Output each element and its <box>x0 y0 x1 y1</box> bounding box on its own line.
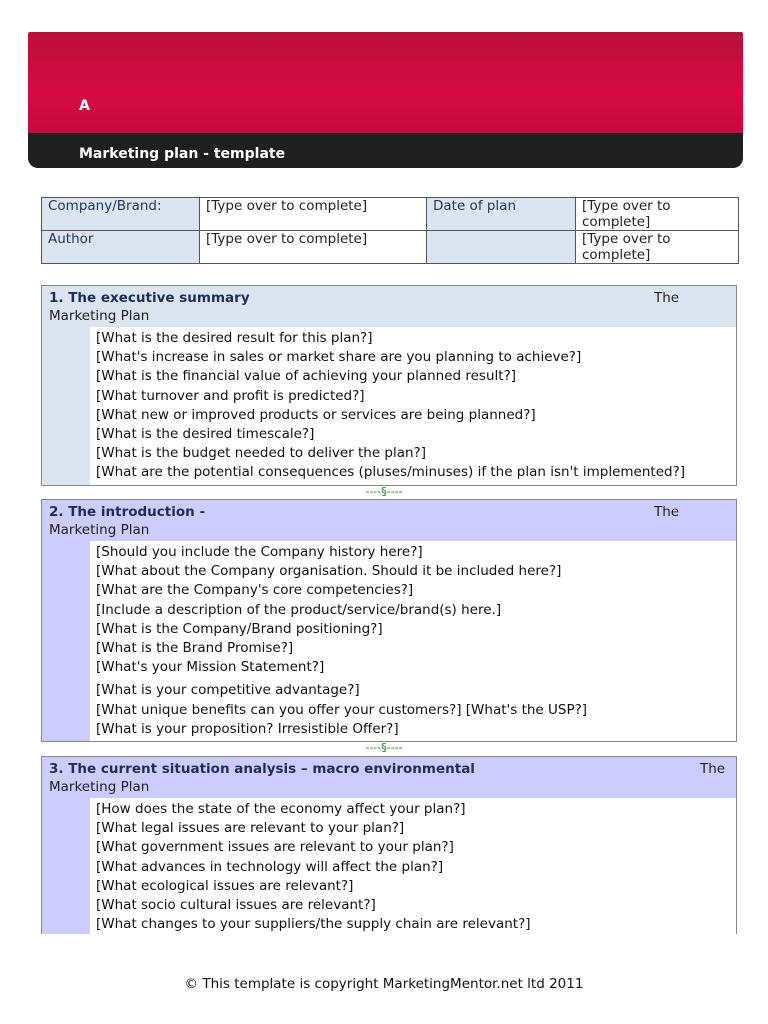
banner-letter: A <box>79 98 90 114</box>
section-gutter <box>42 541 90 741</box>
list-item[interactable]: [What is the Company/Brand positioning?] <box>96 620 383 637</box>
company-label: Company/Brand: <box>42 198 200 231</box>
section-subtitle: Marketing Plan <box>49 522 150 538</box>
section-header <box>42 500 736 541</box>
question-list <box>90 541 736 741</box>
list-item[interactable]: [What new or improved products or services are being planned?] <box>96 406 536 423</box>
question-list <box>90 798 736 934</box>
empty-label-cell <box>427 231 576 264</box>
section-situation-analysis <box>41 756 737 934</box>
list-item[interactable]: [What advances in technology will affect the plan?] <box>96 858 444 875</box>
section-title: 1. The executive summary <box>49 290 250 306</box>
list-item[interactable]: [Should you include the Company history here?] <box>96 544 423 560</box>
list-item[interactable]: [What is the Brand Promise?] <box>96 640 294 657</box>
list-item[interactable]: [What are the Company's core competencies?] <box>96 582 414 599</box>
list-item[interactable]: [What legal issues are relevant to your plan?] <box>96 820 405 837</box>
section-the-label: The <box>700 761 726 777</box>
section-header <box>42 286 736 327</box>
list-item[interactable]: [What is the budget needed to deliver the plan?] <box>96 445 426 462</box>
section-header <box>42 757 736 798</box>
list-item[interactable]: [What's increase in sales or market share are you planning to achieve?] <box>96 349 582 366</box>
question-list <box>90 327 736 485</box>
author-field[interactable]: [Type over to complete] <box>200 231 427 264</box>
section-body <box>42 541 736 741</box>
section-introduction <box>41 499 737 742</box>
info-row-author <box>42 231 739 264</box>
list-item[interactable]: [What's your Mission Statement?] <box>96 659 325 676</box>
list-item[interactable]: [What is your proposition? Irresistible Offer?] <box>96 720 399 737</box>
list-item[interactable]: [What are the potential consequences (pluses/minuses) if the plan isn't implemented?] <box>96 464 686 481</box>
date-label: Date of plan <box>427 198 576 231</box>
section-subtitle: Marketing Plan <box>49 779 150 795</box>
section-the-label: The <box>654 504 680 520</box>
author-date-field[interactable]: [Type over to complete] <box>576 231 739 264</box>
section-divider: ----§---- <box>365 741 403 754</box>
list-item[interactable]: [How does the state of the economy affect your plan?] <box>96 801 466 817</box>
section-executive-summary <box>41 285 737 486</box>
list-item[interactable]: [What unique benefits can you offer your customers?] [What's the USP?] <box>96 701 588 718</box>
section-gutter <box>42 327 90 485</box>
section-title: 2. The introduction - <box>49 504 206 520</box>
list-item[interactable]: [What socio cultural issues are relevant?] <box>96 897 376 914</box>
info-row-company <box>42 198 739 231</box>
list-item[interactable]: [What is the desired result for this plan?] <box>96 330 373 346</box>
section-subtitle: Marketing Plan <box>49 308 150 324</box>
section-body <box>42 798 736 934</box>
list-item[interactable]: [What ecological issues are relevant?] <box>96 877 354 894</box>
list-item[interactable]: [Include a description of the product/service/brand(s) here.] <box>96 601 502 618</box>
list-item[interactable]: [What about the Company organisation. Should it be included here?] <box>96 563 562 580</box>
copyright-footer: © This template is copyright MarketingMentor.net ltd 2011 <box>184 976 584 992</box>
banner-red-band <box>28 32 743 133</box>
list-item[interactable]: [What changes to your suppliers/the supply chain are relevant?] <box>96 916 531 933</box>
plan-info-table <box>41 197 739 264</box>
section-divider: ----§---- <box>365 485 403 498</box>
section-gutter <box>42 798 90 934</box>
header-banner <box>28 32 743 168</box>
list-item[interactable]: [What is your competitive advantage?] <box>96 682 360 699</box>
company-field[interactable]: [Type over to complete] <box>200 198 427 231</box>
author-label: Author <box>42 231 200 264</box>
document-title: Marketing plan - template <box>79 146 286 162</box>
list-item[interactable]: [What is the financial value of achieving your planned result?] <box>96 368 517 385</box>
list-item[interactable]: [What government issues are relevant to your plan?] <box>96 839 454 856</box>
date-field[interactable]: [Type over to complete] <box>576 198 739 231</box>
list-item[interactable]: [What turnover and profit is predicted?] <box>96 387 365 404</box>
section-body <box>42 327 736 485</box>
section-title: 3. The current situation analysis – macro environmental <box>49 761 475 777</box>
section-the-label: The <box>654 290 680 306</box>
list-item[interactable]: [What is the desired timescale?] <box>96 426 315 443</box>
